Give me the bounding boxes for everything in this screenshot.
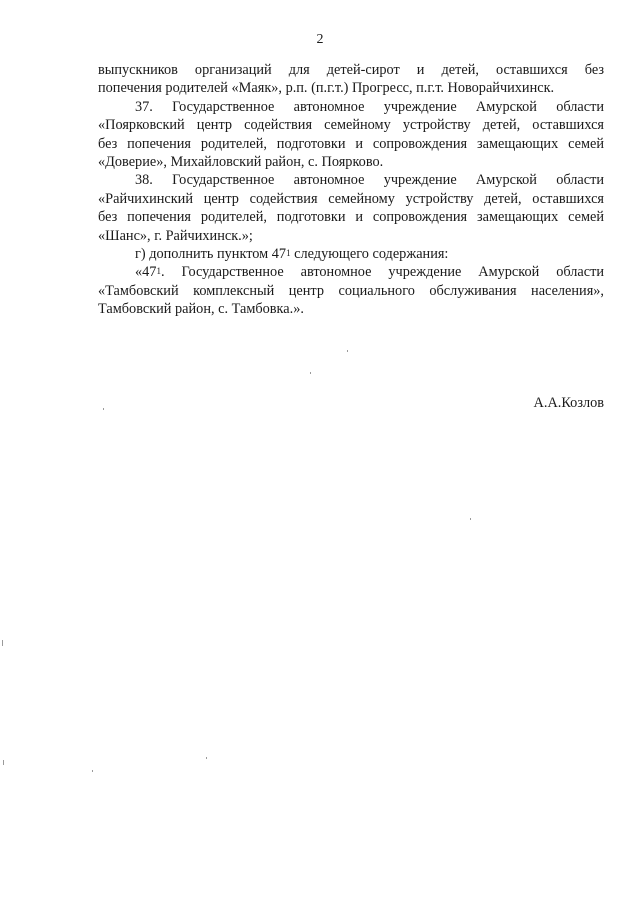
scan-speck bbox=[310, 372, 311, 374]
signature-name: А.А.Козлов bbox=[533, 395, 604, 411]
text-line bbox=[98, 245, 604, 263]
text-line: «Райчихинский центр содействия семейному устройству детей, оставшихся bbox=[98, 190, 604, 207]
scan-speck bbox=[347, 350, 348, 352]
page-number: 2 bbox=[316, 32, 324, 47]
text-line: «Тамбовский комплексный центр социального обслуживания населения», bbox=[98, 282, 604, 299]
scan-speck bbox=[2, 640, 3, 646]
text-line: Тамбовский район, с. Тамбовка.». bbox=[98, 301, 304, 318]
scan-speck bbox=[92, 770, 93, 772]
paragraph-amendment-g bbox=[98, 245, 604, 263]
text-line: без попечения родителей, подготовки и сопровождения замещающих семей bbox=[98, 209, 604, 226]
text-line: «Доверие», Михайловский район, с. Поярково. bbox=[98, 154, 384, 171]
text-fragment: г) дополнить пунктом 47 bbox=[135, 246, 287, 263]
document-body bbox=[98, 61, 604, 319]
text-line: «Шанс», г. Райчихинск.»; bbox=[98, 227, 253, 244]
text-fragment: следующего содержания: bbox=[290, 246, 449, 263]
text-line: без попечения родителей, подготовки и сопровождения замещающих семей bbox=[98, 135, 604, 152]
text-line bbox=[98, 263, 604, 281]
scan-speck bbox=[103, 408, 104, 410]
text-line: «Поярковский центр содействия семейному устройству детей, оставшихся bbox=[98, 117, 604, 134]
text-line: выпускников организаций для детей-сирот и детей, оставшихся без bbox=[98, 62, 604, 78]
scan-speck bbox=[3, 760, 4, 765]
text-fragment: . Государственное автономное учреждение Амурской области bbox=[160, 264, 604, 281]
paragraph-item-47-1 bbox=[98, 263, 604, 318]
superscript: 1 bbox=[286, 248, 291, 259]
scan-speck bbox=[206, 757, 207, 759]
text-fragment: «47 bbox=[135, 264, 157, 281]
text-line: попечения родителей «Маяк», р.п. (п.г.т.) Прогресс, п.г.т. Новорайчихинск. bbox=[98, 80, 555, 97]
paragraph-continuation bbox=[98, 61, 604, 98]
text-line: 37. Государственное автономное учреждение Амурской области bbox=[135, 98, 604, 115]
paragraph-item-38 bbox=[98, 171, 604, 245]
scan-speck bbox=[470, 518, 471, 520]
superscript: 1 bbox=[156, 266, 161, 277]
paragraph-item-37 bbox=[98, 98, 604, 172]
text-line: 38. Государственное автономное учреждение Амурской области bbox=[135, 172, 604, 189]
